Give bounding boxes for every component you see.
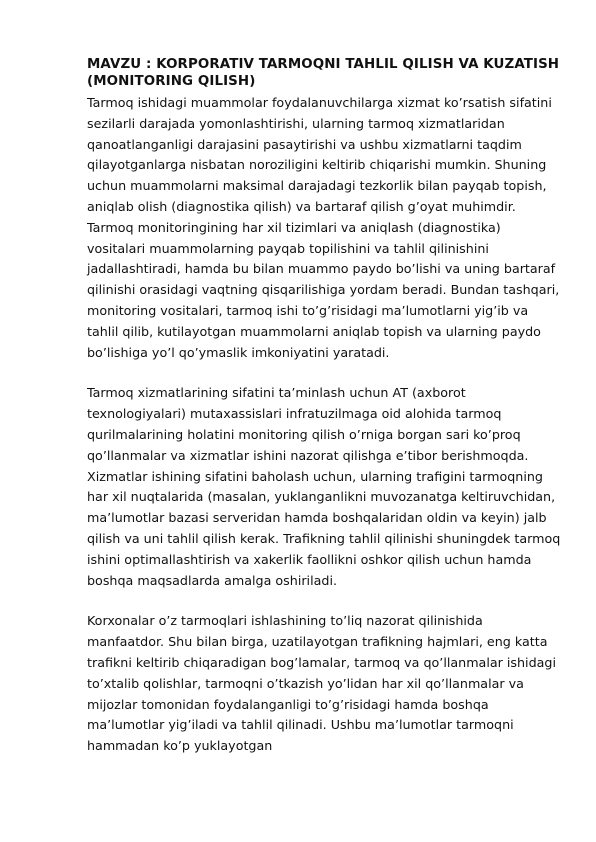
paragraph-3: Korxonalar o’z tarmoqlari ishlashining to’liq nazorat qilinishida manfaatdor. Shu bilan birga, uzatilayotgan trafikning hajmlari, eng katta trafikni keltirib chiqaradigan bog’lamalar, tarmoq va qo’llanmalar ishidagi to’xtalib qolishlar, tarmoqni o’tkazish yo’lidan har xil qo’llanmalar va mijozlar tomonidan foydalanganligi to’g’risidagi hamda boshqa ma’lumotlar yig’iladi va tahlil qilinadi. Ushbu ma’lumotlar tarmoqni hammadan ko’p yuklayotgan: [87, 613, 556, 754]
paragraph-2: Tarmoq xizmatlarining sifatini ta’minlash uchun AT (axborot texnologiyalari) mutaxassislari infratuzilmaga oid alohida tarmoq qurilmalarining holatini monitoring qilish o’rniga borgan sari ko’proq qo’llanmalar va xizmatlar ishini nazorat qilishga e’tibor berishmoqda. Xizmatlar ishining sifatini baholash uchun, ularning trafigini tarmoqning har xil nuqtalarida (masalan, yuklanganlikni muvozanatga keltiruvchidan, ma’lumotlar bazasi serveridan hamda boshqalaridan oldin va keyin) jalb qilish va uni tahlil qilish kerak. Trafikning tahlil qilinishi shuningdek tarmoq ishini optimallashtirish va xakerlik faollikni oshkor qilish uchun hamda boshqa maqsadlarda amalga oshiriladi.: [87, 385, 561, 588]
document-title: MAVZU : KORPORATIV TARMOQNI TAHLIL QILISH VA KUZATISH (MONITORING QILISH): [87, 57, 560, 89]
paragraph-1: Tarmoq ishidagi muammolar foydalanuvchilarga xizmat ko’rsatish sifatini sezilarli darajada yomonlashtirishi, ularning tarmoq xizmatlaridan qanoatlanganligi darajasini pasaytirishi va ushbu xizmatlarni taqdim qilayotganlarga nisbatan noroziligini keltirib chiqarishi mumkin. Shuning uchun muammolarni maksimal darajadagi tezkorlik bilan payqab topish, aniqlab olish (diagnostika qilish) va bartaraf qilish g’oyat muhimdir. Tarmoq monitoringining har xil tizimlari va aniqlash (diagnostika) vositalari muammolarning payqab topilishini va tahlil qilinishini jadallashtiradi, hamda bu bilan muammo paydo bo’lishi va uning bartaraf qilinishi orasidagi vaqtning qisqarilishiga yordam beradi. Bundan tashqari, monitoring vositalari, tarmoq ishi to’g’risidagi ma’lumotlarni yig’ib va tahlil qilib, kutilayotgan muammolarni aniqlab topish va ularning paydo bo’lishiga yo’l qo’ymaslik imkoniyatini yaratadi.: [87, 95, 560, 360]
document-body: [87, 56, 562, 777]
